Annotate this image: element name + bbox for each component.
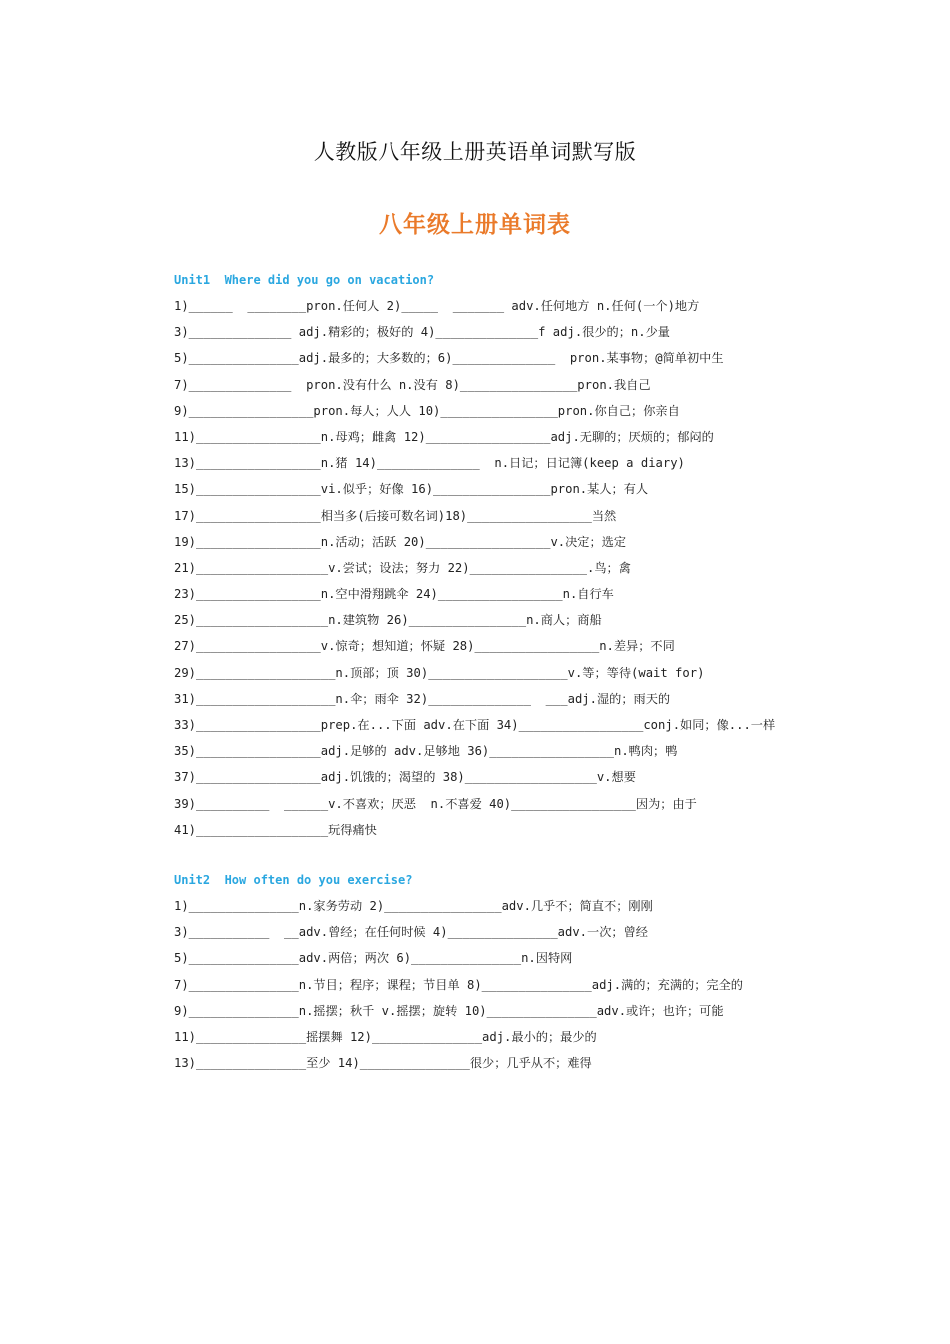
vocab-line: 7)_______________n.节目；程序；课程；节目单 8)_______________adj.满的；充满的；完全的 [174, 977, 743, 992]
vocab-line: 5)_______________adj.最多的；大多数的；6)______________ pron.某事物；@简单初中生 [174, 351, 724, 366]
vocab-line: 9)_______________n.摇摆；秋千 v.摇摆；旋转 10)_______________adv.或许；也许；可能 [174, 1003, 724, 1018]
vocab-line: 1)_______________n.家务劳动 2)________________adv.几乎不；简直不；刚刚 [174, 899, 653, 913]
vocab-line: 17)_________________相当多(后接可数名词)18)_________________当然 [174, 508, 617, 523]
vocab-line: 1)______ ________pron.任何人 2)_____ _______ adv.任何地方 n.任何(一个)地方 [174, 299, 700, 313]
vocab-line: 35)_________________adj.足够的 adv.足够地 36)_________________n.鸭肉；鸭 [174, 744, 678, 759]
vocab-line: 11)_________________n.母鸡；雌禽 12)_________________adj.无聊的；厌烦的；郁闷的 [174, 429, 714, 444]
vocab-line: 21)__________________v.尝试；设法；努力 22)________________.鸟；禽 [174, 560, 631, 575]
vocab-line: 3)______________ adj.精彩的；极好的 4)______________f adj.很少的；n.少量 [174, 325, 670, 340]
vocab-line: 27)_________________v.惊奇；想知道；怀疑 28)_________________n.差异；不同 [174, 639, 675, 654]
unit-2-section [174, 870, 794, 1079]
vocab-line: 25)__________________n.建筑物 26)________________n.商人；商船 [174, 613, 602, 628]
unit-1-section [174, 270, 794, 846]
vocab-line: 31)___________________n.伞；雨伞 32)______________ ___adj.湿的；雨天的 [174, 691, 671, 706]
vocab-line: 13)_________________n.猪 14)______________ n.日记；日记簿(keep a diary) [174, 456, 685, 471]
unit-heading: Unit2 How often do you exercise? [174, 873, 413, 887]
page-title: 人教版八年级上册英语单词默写版 [313, 140, 637, 164]
vocab-line: 9)_________________pron.每人；人人 10)________________pron.你自己；你亲自 [174, 403, 680, 418]
unit-heading: Unit1 Where did you go on vacation? [174, 273, 435, 287]
vocab-line: 23)_________________n.空中滑翔跳伞 24)_________________n.自行车 [174, 587, 614, 602]
vocab-line: 15)_________________vi.似乎；好像 16)________________pron.某人；有人 [174, 482, 649, 497]
page-subtitle: 八年级上册单词表 [379, 212, 571, 238]
vocab-line: 7)______________ pron.没有什么 n.没有 8)________________pron.我自己 [174, 377, 651, 392]
vocab-line: 29)___________________n.顶部；顶 30)___________________v.等；等待(wait for) [174, 665, 705, 680]
vocab-line: 3)___________ __adv.曾经；在任何时候 4)_______________adv.一次；曾经 [174, 925, 648, 940]
vocab-line: 37)_________________adj.饥饿的；渴望的 38)__________________v.想要 [174, 770, 636, 785]
vocab-line: 33)_________________prep.在...下面 adv.在下面 34)_________________conj.如同；像...一样 [174, 718, 776, 732]
vocab-line: 39)__________ ______v.不喜欢；厌恶 n.不喜爱 40)_________________因为；由于 [174, 796, 697, 811]
vocab-line: 11)_______________摇摆舞 12)_______________adj.最小的；最少的 [174, 1029, 597, 1044]
vocab-line: 5)_______________adv.两倍；两次 6)_______________n.因特网 [174, 951, 573, 966]
vocab-line: 19)_________________n.活动；活跃 20)_________________v.决定；选定 [174, 534, 627, 549]
vocab-line: 41)__________________玩得痛快 [174, 822, 377, 837]
vocab-line: 13)_______________至少 14)_______________很少；几乎从不；难得 [174, 1056, 592, 1071]
